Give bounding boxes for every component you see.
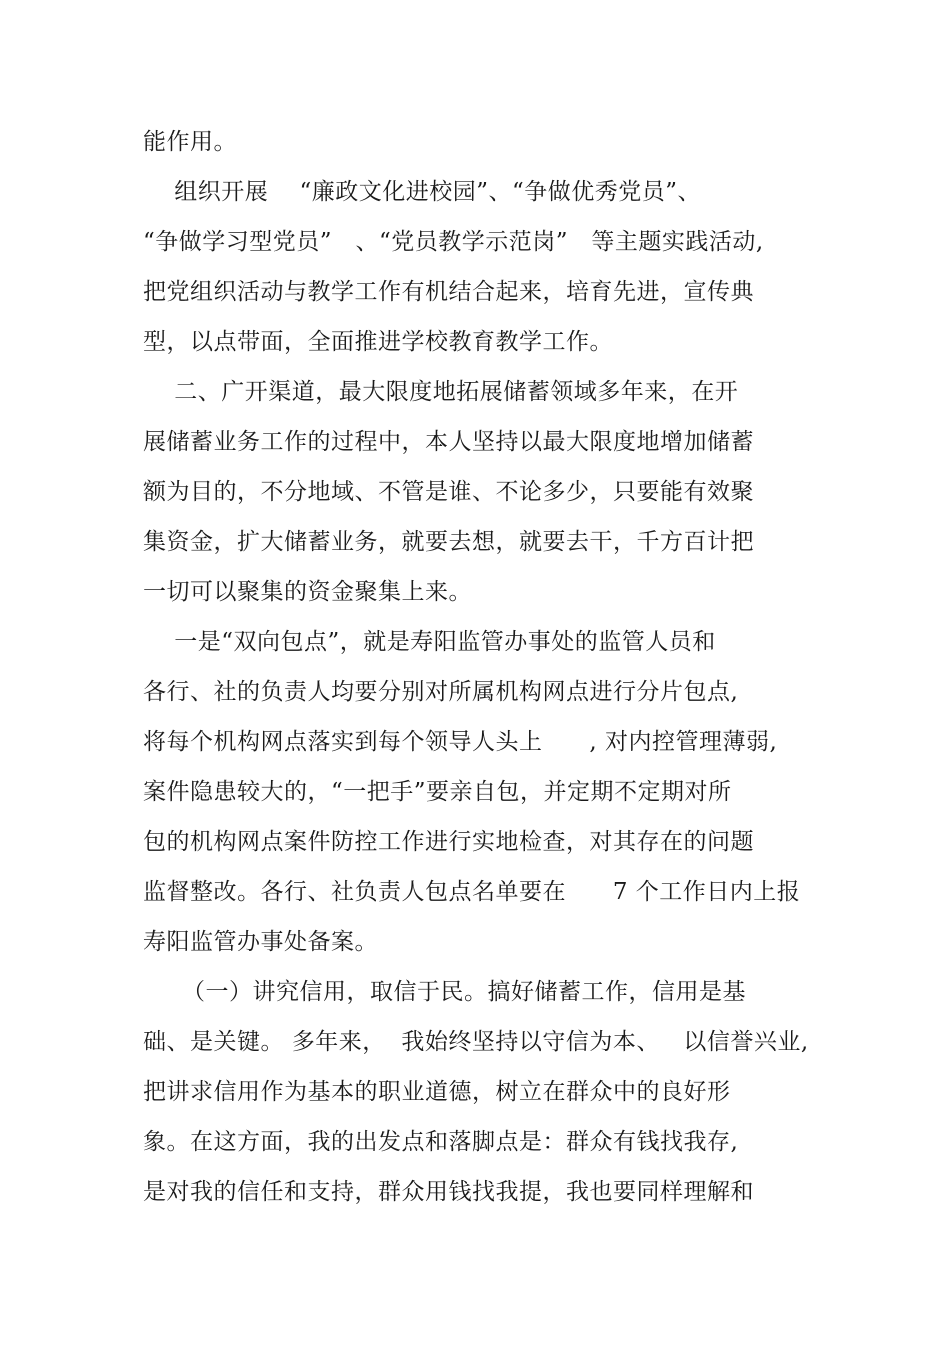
- text-line: （一）讲究信用，取信于民。搞好储蓄工作，信用是基: [143, 979, 747, 1005]
- text-line: 二、广开渠道，最大限度地拓展储蓄领域多年来，在开: [143, 379, 739, 405]
- text-line: 组织开展 “廉政文化进校园”、“争做优秀党员”、: [143, 179, 702, 205]
- text-line: 额为目的，不分地域、不管是谁、不论多少，只要能有效聚: [143, 479, 754, 505]
- text-line: 监督整改。各行、社负责人包点名单要在 7 个工作日内上报: [143, 879, 801, 905]
- text-line: 集资金，扩大储蓄业务，就要去想，就要去干，千方百计把: [143, 529, 754, 555]
- text-line: 将每个机构网点落实到每个领导人头上 , 对内控管理薄弱,: [143, 729, 778, 755]
- text-line: 展储蓄业务工作的过程中，本人坚持以最大限度地增加储蓄: [143, 429, 754, 455]
- text-line: 寿阳监管办事处备案。: [143, 929, 378, 955]
- text-line: 是对我的信任和支持，群众用钱找我提，我也要同样理解和: [143, 1179, 754, 1205]
- text-line: 型，以点带面，全面推进学校教育教学工作。: [143, 329, 613, 355]
- text-line: 各行、社的负责人均要分别对所属机构网点进行分片包点,: [143, 679, 739, 705]
- text-line: 一是“双向包点”，就是寿阳监管办事处的监管人员和: [143, 629, 716, 655]
- text-line: 把党组织活动与教学工作有机结合起来，培育先进，宣传典: [143, 279, 754, 305]
- text-line: “争做学习型党员” 、“党员教学示范岗” 等主题实践活动,: [143, 229, 764, 255]
- text-line: 础、是关键。 多年来， 我始终坚持以守信为本、 以信誉兴业,: [143, 1029, 809, 1055]
- text-line: 能作用。: [143, 129, 237, 155]
- text-line: 把讲求信用作为基本的职业道德，树立在群众中的良好形: [143, 1079, 731, 1105]
- text-line: 包的机构网点案件防控工作进行实地检查，对其存在的问题: [143, 829, 754, 855]
- text-line: 象。在这方面，我的出发点和落脚点是：群众有钱找我存,: [143, 1129, 739, 1155]
- text-line: 案件隐患较大的，“一把手”要亲自包，并定期不定期对所: [143, 779, 732, 805]
- text-line: 一切可以聚集的资金聚集上来。: [143, 579, 472, 605]
